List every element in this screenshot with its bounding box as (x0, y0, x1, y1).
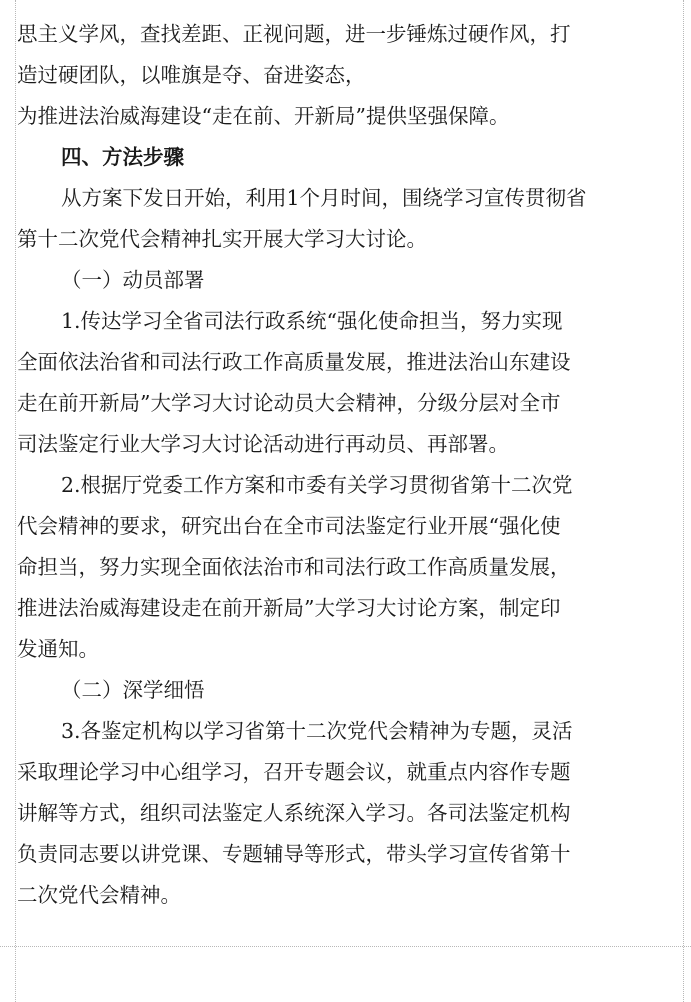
text-line: 命担当，努力实现全面依法治市和司法行政工作高质量发展， (17, 555, 571, 579)
text-line: 造过硬团队，以唯旗是夺、奋进姿态， (17, 63, 366, 87)
text-line: 推进法治威海建设走在前开新局”大学习大讨论方案，制定印 (17, 596, 561, 620)
text-line: 3.各鉴定机构以学习省第十二次党代会精神为专题，灵活 (61, 719, 573, 743)
text-line: 从方案下发日开始，利用1个月时间，围绕学习宣传贯彻省 (61, 186, 587, 210)
subsection-heading: （二）深学细悟 (61, 678, 205, 702)
text-line: 采取理论学习中心组学习，召开专题会议，就重点内容作专题 (17, 760, 571, 784)
page-margin-guide-right (683, 0, 684, 1002)
text-line: 走在前开新局”大学习大讨论动员大会精神，分级分层对全市 (17, 391, 561, 415)
text-line: 1.传达学习全省司法行政系统“强化使命担当，努力实现 (61, 309, 563, 333)
page-margin-guide-left (15, 0, 16, 1002)
text-line: 2.根据厅党委工作方案和市委有关学习贯彻省第十二次党 (61, 473, 573, 497)
text-line: 代会精神的要求，研究出台在全市司法鉴定行业开展“强化使 (17, 514, 561, 538)
text-line: 第十二次党代会精神扎实开展大学习大讨论。 (17, 227, 427, 251)
document-body (17, 14, 682, 916)
text-line: 发通知。 (17, 637, 99, 661)
text-line: 思主义学风，查找差距、正视问题，进一步锤炼过硬作风，打 (17, 22, 571, 46)
subsection-heading: （一）动员部署 (61, 268, 205, 292)
page-margin-guide-bottom (0, 946, 691, 947)
text-line: 全面依法治省和司法行政工作高质量发展，推进法治山东建设 (17, 350, 571, 374)
text-line: 司法鉴定行业大学习大讨论活动进行再动员、再部署。 (17, 432, 509, 456)
section-heading: 四、方法步骤 (61, 145, 184, 169)
text-line: 二次党代会精神。 (17, 883, 181, 907)
text-line: 为推进法治威海建设“走在前、开新局”提供坚强保障。 (17, 104, 510, 128)
text-line: 讲解等方式，组织司法鉴定人系统深入学习。各司法鉴定机构 (17, 801, 571, 825)
text-line: 负责同志要以讲党课、专题辅导等形式，带头学习宣传省第十 (17, 842, 571, 866)
